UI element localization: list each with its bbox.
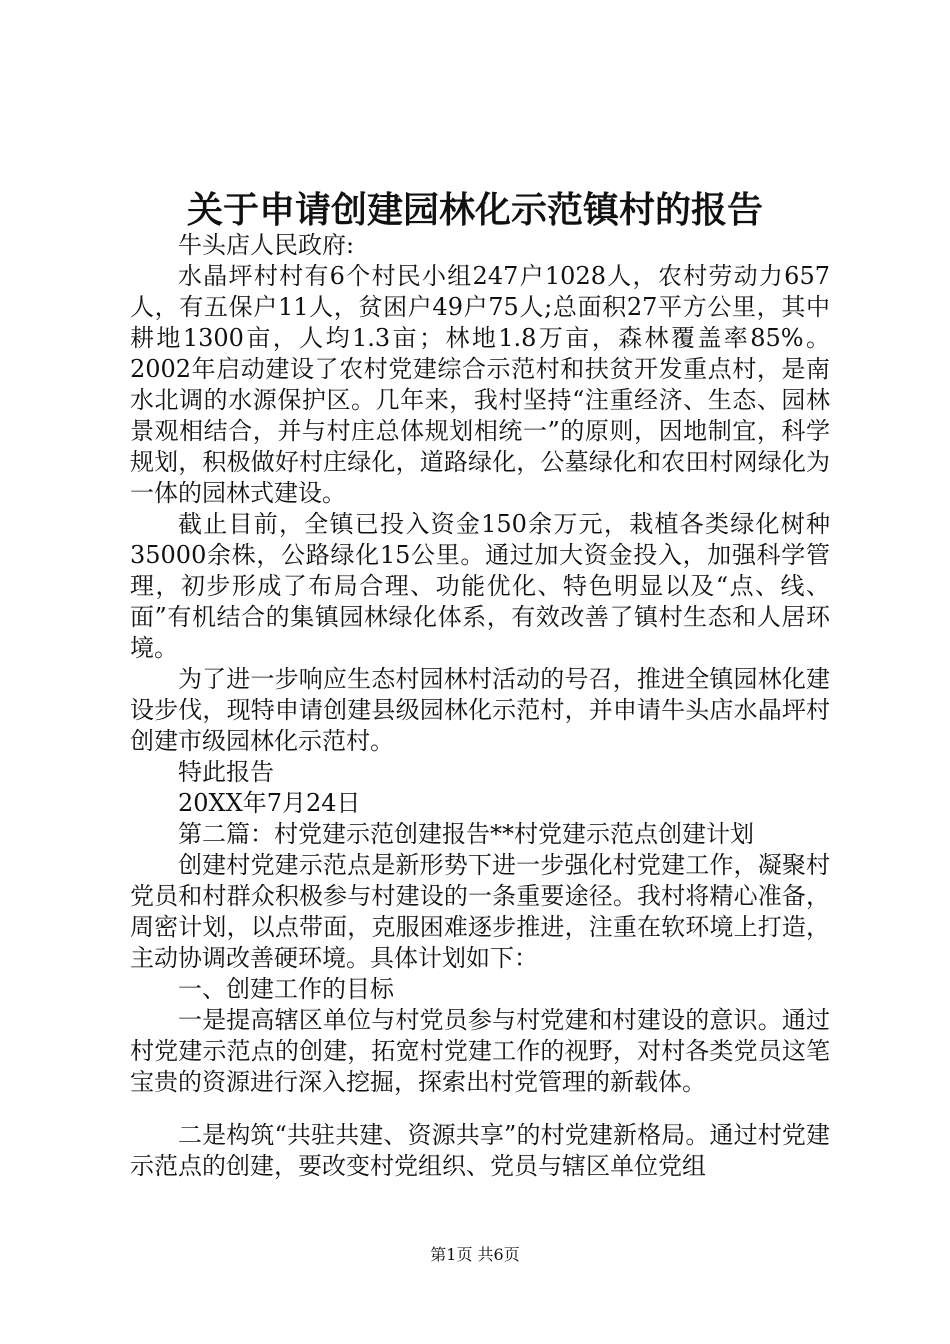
closing-line: 特此报告 — [178, 758, 274, 786]
body-paragraph: 为了进一步响应生态村园林村活动的号召，推进全镇园林化建设步伐，现特申请创建县级园林化示范村，并申请牛头店水晶坪村创建市级园林化示范村。 — [130, 665, 830, 755]
date-line: 20XX年7月24日 — [178, 789, 361, 817]
subsection-heading: 一、创建工作的目标 — [178, 975, 394, 1003]
document-body — [130, 230, 830, 1182]
body-paragraph: 创建村党建示范点是新形势下进一步强化村党建工作，凝聚村党员和村群众积极参与村建设的一条重要途径。我村将精心准备，周密计划，以点带面，克服困难逐步推进，注重在软环境上打造，主动协调改善硬环境。具体计划如下： — [130, 851, 830, 972]
section-heading: 第二篇：村党建示范创建报告**村党建示范点创建计划 — [178, 820, 754, 848]
body-paragraph: 二是构筑“共驻共建、资源共享”的村党建新格局。通过村党建示范点的创建，要改变村党组织、党员与辖区单位党组 — [130, 1121, 830, 1180]
body-paragraph: 截止目前，全镇已投入资金150余万元，栽植各类绿化树种35000余株，公路绿化15公里。通过加大资金投入，加强科学管理，初步形成了布局合理、功能优化、特色明显以及“点、线、面”有机结合的集镇园林绿化体系，有效改善了镇村生态和人居环境。 — [130, 510, 830, 662]
salutation: 牛头店人民政府: — [178, 231, 355, 259]
paragraph-gap — [130, 1098, 830, 1120]
body-paragraph: 一是提高辖区单位与村党员参与村党建和村建设的意识。通过村党建示范点的创建，拓宽村党建工作的视野，对村各类党员这笔宝贵的资源进行深入挖掘，探索出村党管理的新载体。 — [130, 1006, 830, 1096]
page-number: 第1页 共6页 — [430, 1245, 520, 1264]
document-title: 关于申请创建园林化示范镇村的报告 — [186, 189, 763, 231]
body-paragraph: 水晶坪村村有6个村民小组247户1028人，农村劳动力657人，有五保户11人，贫困户49户75人;总面积27平方公里，其中耕地1300亩，人均1.3亩；林地1.8万亩，森林覆盖率85%。2002年启动建设了农村党建综合示范村和扶贫开发重点村，是南水北调的水源保护区。几年来，我村坚持“注重经济、生态、园林景观相结合，并与村庄总体规划相统一”的原则，因地制宜，科学规划，积极做好村庄绿化，道路绿化，公墓绿化和农田村网绿化为一体的园林式建设。 — [130, 262, 830, 507]
